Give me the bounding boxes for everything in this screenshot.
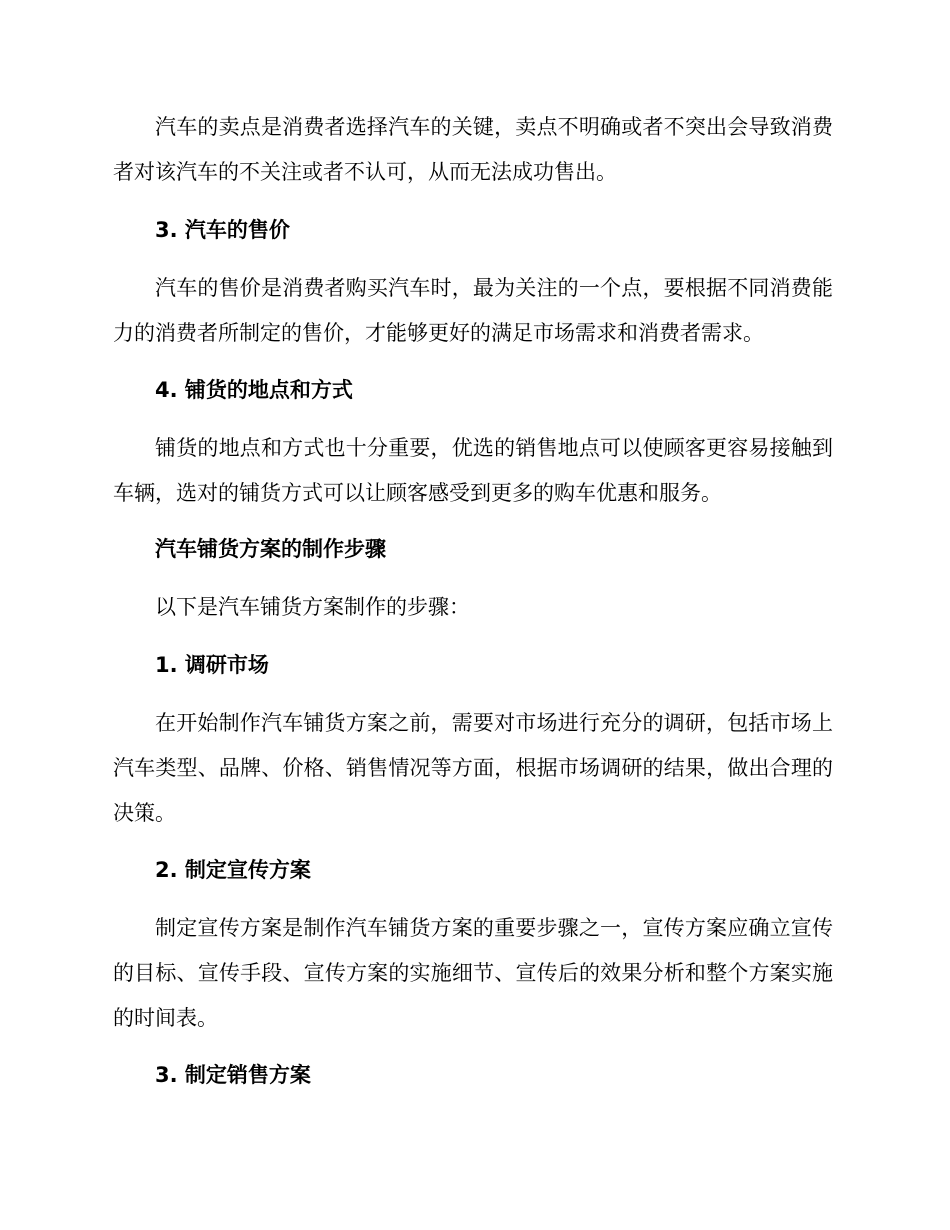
- heading-plan-steps: 汽车铺货方案的制作步骤: [155, 537, 386, 561]
- heading-sales-plan: 3. 制定销售方案: [155, 1063, 311, 1087]
- heading-distribution-place: 4. 铺货的地点和方式: [155, 378, 353, 402]
- paragraph-distribution-place: 铺货的地点和方式也十分重要，优选的销售地点可以使顾客更容易接触到车辆，选对的铺货方式可以让顾客感受到更多的购车优惠和服务。: [113, 436, 833, 505]
- paragraph-steps-intro: 以下是汽车铺货方案制作的步骤：: [155, 595, 470, 619]
- heading-publicity-plan: 2. 制定宣传方案: [155, 858, 311, 882]
- paragraph-market-research: 在开始制作汽车铺货方案之前，需要对市场进行充分的调研，包括市场上汽车类型、品牌、价格、销售情况等方面，根据市场调研的结果，做出合理的决策。: [113, 711, 833, 825]
- heading-car-price: 3. 汽车的售价: [155, 218, 290, 242]
- paragraph-publicity-plan: 制定宣传方案是制作汽车铺货方案的重要步骤之一，宣传方案应确立宣传的目标、宣传手段、宣传方案的实施细节、宣传后的效果分析和整个方案实施的时间表。: [113, 916, 833, 1030]
- heading-market-research: 1. 调研市场: [155, 653, 269, 677]
- paragraph-selling-point: 汽车的卖点是消费者选择汽车的关键，卖点不明确或者不突出会导致消费者对该汽车的不关注或者不认可，从而无法成功售出。: [113, 115, 833, 184]
- paragraph-car-price: 汽车的售价是消费者购买汽车时，最为关注的一个点，要根据不同消费能力的消费者所制定的售价，才能够更好的满足市场需求和消费者需求。: [113, 276, 833, 345]
